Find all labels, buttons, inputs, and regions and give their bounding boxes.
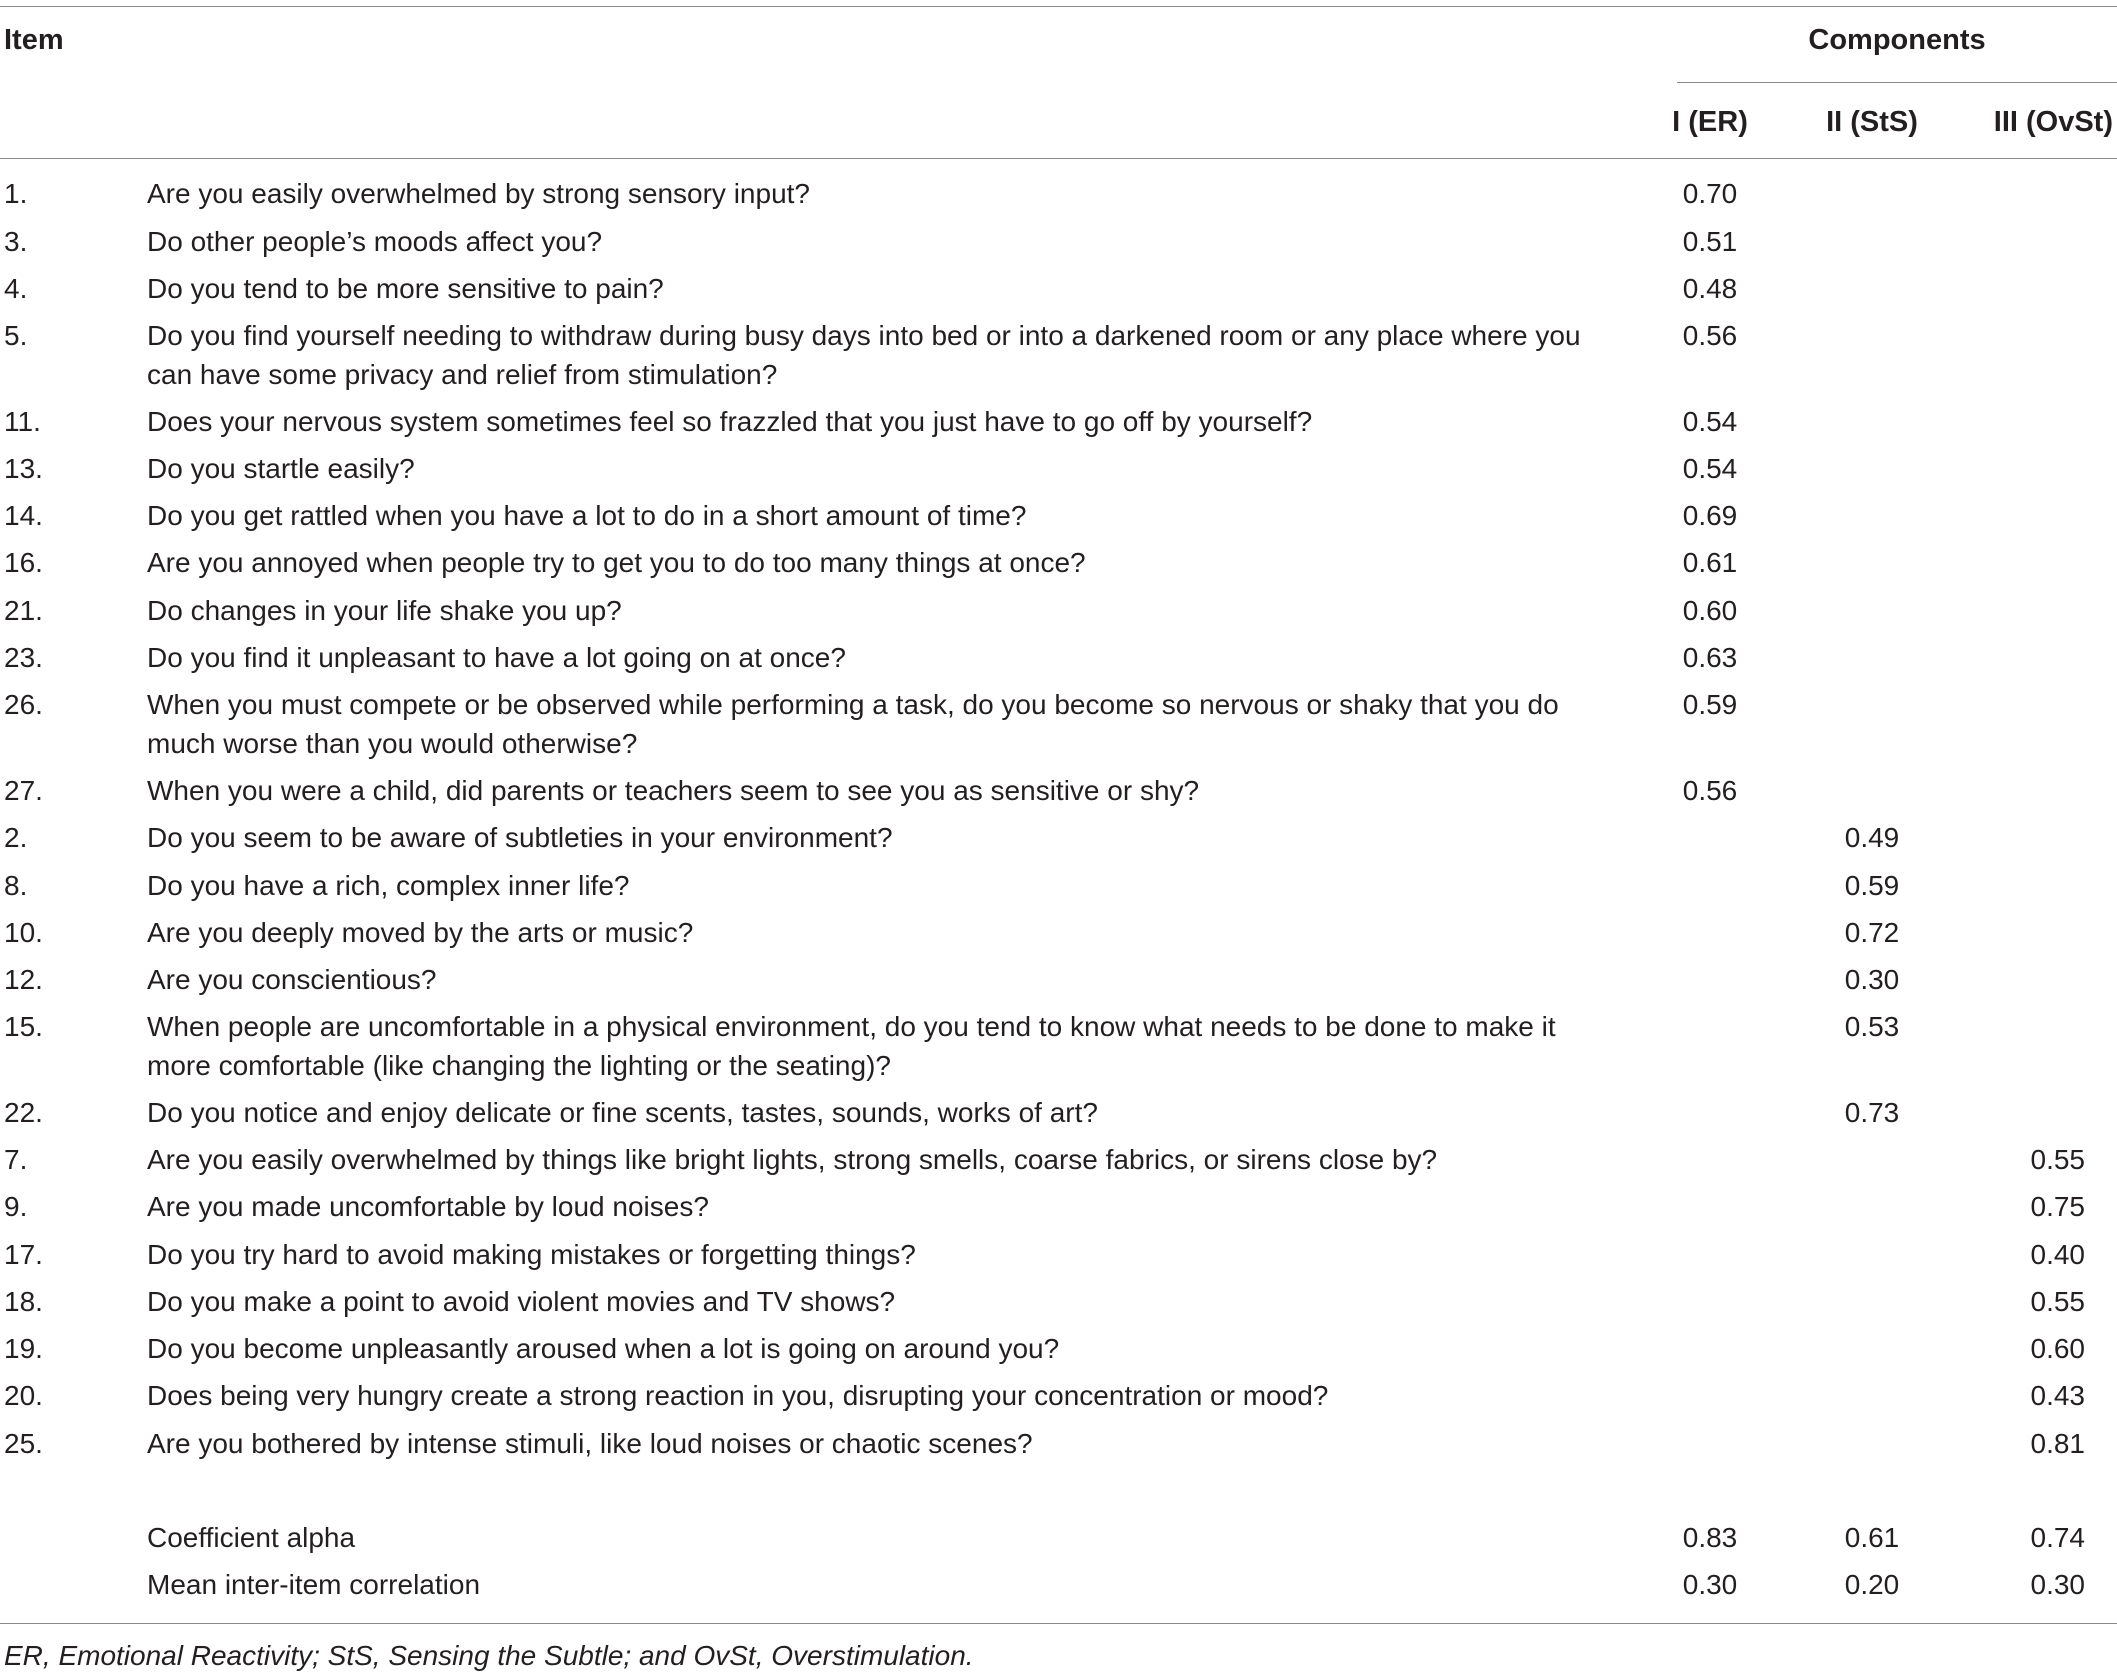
- item-number: 27.: [4, 775, 43, 806]
- components-rule: [1677, 82, 2117, 83]
- loading-sts: 0.30: [1844, 964, 1900, 995]
- summary-ovst: 0.30: [2030, 1569, 2085, 1600]
- item-number: 26.: [4, 689, 43, 720]
- summary-er: 0.30: [1682, 1569, 1738, 1600]
- loading-er: 0.56: [1682, 320, 1738, 351]
- loading-ovst: 0.81: [2030, 1428, 2085, 1459]
- item-number: 13.: [4, 453, 43, 484]
- loading-ovst: 0.75: [2030, 1191, 2085, 1222]
- item-number: 4.: [4, 273, 28, 304]
- loading-sts: 0.59: [1844, 870, 1900, 901]
- item-question: When you were a child, did parents or teachers seem to see you as sensitive or shy?: [147, 775, 1200, 806]
- loading-ovst: 0.43: [2030, 1380, 2085, 1411]
- summary-er: 0.83: [1682, 1522, 1738, 1553]
- item-question: Do you try hard to avoid making mistakes or forgetting things?: [147, 1239, 916, 1270]
- item-question: Are you deeply moved by the arts or music?: [147, 917, 694, 948]
- item-question: When people are uncomfortable in a physical environment, do you tend to know what needs to be done to make it more comfortable (like changing the lighting or the seating)?: [147, 1011, 1556, 1081]
- table-top-rule: [0, 6, 2117, 7]
- loading-er: 0.60: [1682, 595, 1738, 626]
- item-question: Do you have a rich, complex inner life?: [147, 870, 630, 901]
- item-number: 12.: [4, 964, 43, 995]
- item-question: Do you get rattled when you have a lot to do in a short amount of time?: [147, 500, 1027, 531]
- loading-er: 0.59: [1682, 689, 1738, 720]
- loading-sts: 0.72: [1844, 917, 1900, 948]
- item-question: Do you find it unpleasant to have a lot going on at once?: [147, 642, 846, 673]
- item-number: 16.: [4, 547, 43, 578]
- item-number: 3.: [4, 226, 28, 257]
- item-number: 20.: [4, 1380, 43, 1411]
- item-question: Do you tend to be more sensitive to pain?: [147, 273, 664, 304]
- item-question: Are you easily overwhelmed by strong sensory input?: [147, 178, 811, 209]
- loading-sts: 0.53: [1844, 1011, 1900, 1042]
- item-number: 23.: [4, 642, 43, 673]
- item-number: 18.: [4, 1286, 43, 1317]
- loading-ovst: 0.60: [2030, 1333, 2085, 1364]
- table-bottom-rule: [0, 1623, 2117, 1624]
- item-question: Do other people’s moods affect you?: [147, 226, 603, 257]
- item-question: Do changes in your life shake you up?: [147, 595, 622, 626]
- summary-sts: 0.20: [1844, 1569, 1900, 1600]
- item-number: 22.: [4, 1097, 43, 1128]
- item-number: 10.: [4, 917, 43, 948]
- item-number: 19.: [4, 1333, 43, 1364]
- item-question: Do you notice and enjoy delicate or fine scents, tastes, sounds, works of art?: [147, 1097, 1098, 1128]
- summary-label: Mean inter-item correlation: [147, 1569, 481, 1600]
- item-number: 9.: [4, 1191, 28, 1222]
- header-col-ovst: III (OvSt): [1993, 106, 2113, 138]
- item-question: When you must compete or be observed while performing a task, do you become so nervous or shaky that you do much worse than you would otherwise?: [147, 689, 1559, 759]
- loading-ovst: 0.55: [2030, 1286, 2085, 1317]
- loading-er: 0.54: [1682, 406, 1738, 437]
- header-col-er: I (ER): [1672, 106, 1748, 138]
- loading-er: 0.54: [1682, 453, 1738, 484]
- item-question: Are you easily overwhelmed by things like bright lights, strong smells, coarse fabrics, or sirens close by?: [147, 1144, 1438, 1175]
- loading-sts: 0.73: [1844, 1097, 1900, 1128]
- header-components: Components: [1808, 24, 1986, 56]
- table-footnote: ER, Emotional Reactivity; StS, Sensing the Subtle; and OvSt, Overstimulation.: [4, 1640, 974, 1671]
- item-number: 5.: [4, 320, 28, 351]
- loading-er: 0.48: [1682, 273, 1738, 304]
- loading-er: 0.70: [1682, 178, 1738, 209]
- item-number: 25.: [4, 1428, 43, 1459]
- item-question: Do you startle easily?: [147, 453, 415, 484]
- item-number: 14.: [4, 500, 43, 531]
- header-bottom-rule: [0, 158, 2117, 159]
- item-question: Are you annoyed when people try to get you to do too many things at once?: [147, 547, 1086, 578]
- loading-ovst: 0.55: [2030, 1144, 2085, 1175]
- item-question: Are you bothered by intense stimuli, like loud noises or chaotic scenes?: [147, 1428, 1033, 1459]
- item-number: 15.: [4, 1011, 43, 1042]
- item-number: 11.: [4, 406, 41, 437]
- header-col-sts: II (StS): [1826, 106, 1918, 138]
- loading-sts: 0.49: [1844, 822, 1900, 853]
- item-number: 8.: [4, 870, 28, 901]
- item-number: 2.: [4, 822, 28, 853]
- item-question: Does being very hungry create a strong reaction in you, disrupting your concentration or mood?: [147, 1380, 1329, 1411]
- item-question: Do you become unpleasantly aroused when a lot is going on around you?: [147, 1333, 1060, 1364]
- item-question: Do you make a point to avoid violent movies and TV shows?: [147, 1286, 896, 1317]
- summary-label: Coefficient alpha: [147, 1522, 356, 1553]
- item-number: 7.: [4, 1144, 28, 1175]
- summary-sts: 0.61: [1844, 1522, 1900, 1553]
- item-number: 17.: [4, 1239, 43, 1270]
- summary-ovst: 0.74: [2030, 1522, 2085, 1553]
- loading-er: 0.56: [1682, 775, 1738, 806]
- loading-er: 0.63: [1682, 642, 1738, 673]
- item-question: Does your nervous system sometimes feel so frazzled that you just have to go off by yourself?: [147, 406, 1313, 437]
- item-question: Do you find yourself needing to withdraw during busy days into bed or into a darkened room or any place where you can have some privacy and relief from stimulation?: [147, 320, 1581, 390]
- loading-ovst: 0.40: [2030, 1239, 2085, 1270]
- item-question: Do you seem to be aware of subtleties in your environment?: [147, 822, 893, 853]
- item-number: 1.: [4, 178, 28, 209]
- loading-er: 0.69: [1682, 500, 1738, 531]
- item-question: Are you made uncomfortable by loud noises?: [147, 1191, 709, 1222]
- item-number: 21.: [4, 595, 43, 626]
- loading-er: 0.51: [1682, 226, 1738, 257]
- loading-er: 0.61: [1682, 547, 1738, 578]
- item-question: Are you conscientious?: [147, 964, 437, 995]
- header-item: Item: [4, 24, 64, 56]
